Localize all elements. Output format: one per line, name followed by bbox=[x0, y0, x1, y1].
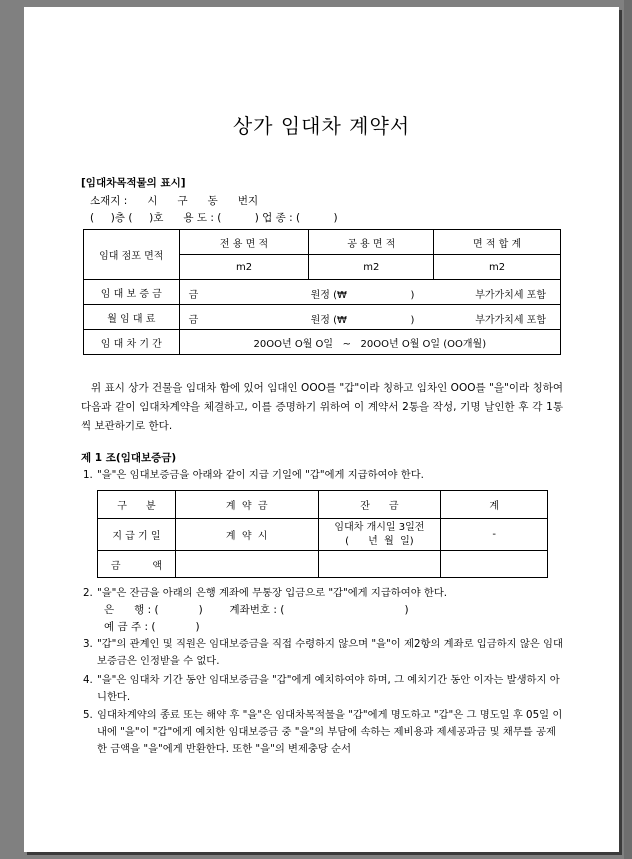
viewer-scrollbar[interactable] bbox=[624, 0, 632, 859]
unit-total: m2 bbox=[434, 255, 561, 280]
rent-vat: 부가가치세 포함 bbox=[475, 315, 546, 326]
col-header-common: 공 용 면 적 bbox=[309, 230, 434, 255]
deposit-label: 임 대 보 증 금 bbox=[84, 280, 180, 305]
due-date-label: 지 급 기 일 bbox=[98, 519, 176, 551]
item-text: "을"은 임대차 기간 동안 임대보증금을 "갑"에게 예치하여야 하며, 그 예치기간 동안 이자는 발생하지 아니한다. bbox=[97, 674, 560, 703]
document-page bbox=[24, 7, 619, 852]
col-header-exclusive: 전 용 면 적 bbox=[179, 230, 309, 255]
period-label: 임 대 차 기 간 bbox=[84, 330, 180, 355]
item-number: 2. bbox=[83, 587, 93, 599]
address-line: 소재지 : 시 구 동 번지 bbox=[90, 195, 259, 207]
rent-prefix: 금 bbox=[188, 315, 199, 326]
floor-use-line: ( )층 ( )호 용 도 : ( ) 업 종 : ( ) bbox=[90, 212, 338, 224]
intro-paragraph: 위 표시 상가 건물을 임대차 함에 있어 임대인 OOO를 "갑"이라 칭하고 임차인 OOO를 "을"이라 칭하여 다음과 같이 임대차계약을 체결하고, 이를 증명하기 위하여 이 계약서 2통을 작성, 기명 날인한 후 각 1통씩 보관하기로 한다. bbox=[81, 382, 563, 432]
due-date-contract: 계 약 시 bbox=[175, 519, 318, 551]
balance-text-a: 임대차 개시일 3일전 bbox=[334, 521, 425, 533]
article-1-item-5 bbox=[83, 707, 563, 758]
amount-contract bbox=[175, 551, 318, 578]
amount-balance bbox=[318, 551, 441, 578]
section-label: [임대차목적물의 표시] bbox=[81, 177, 186, 189]
item-number: 5. bbox=[83, 709, 93, 721]
header-balance: 잔 금 bbox=[318, 491, 441, 519]
item-text: "갑"의 관계인 및 직원은 임대보증금을 직접 수령하지 않으며 "을"이 제2항의 계좌로 입금하지 않은 임대보증금은 인정받을 수 없다. bbox=[97, 638, 563, 667]
period-value: 20OO년 O월 O일 ~ 20OO년 O월 O일 (OO개월) bbox=[179, 330, 560, 355]
rent-won: 원정 (₩ ) bbox=[310, 315, 415, 326]
property-table bbox=[83, 229, 561, 355]
article-1-item-4 bbox=[83, 672, 563, 706]
item-number: 4. bbox=[83, 674, 93, 686]
deposit-vat: 부가가치세 포함 bbox=[475, 290, 546, 301]
holder-line: 예 금 주 : ( ) bbox=[104, 621, 200, 633]
header-total: 계 bbox=[441, 491, 548, 519]
unit-exclusive: m2 bbox=[179, 255, 309, 280]
area-row-header: 임대 점포 면적 bbox=[84, 230, 180, 280]
due-date-total: - bbox=[441, 519, 548, 551]
balance-text-b: ( 년 월 일) bbox=[345, 535, 414, 547]
item-text: "을"은 임대보증금을 아래와 같이 지급 기일에 "갑"에게 지급하여야 한다. bbox=[97, 469, 424, 481]
payment-table bbox=[97, 490, 548, 578]
item-number: 1. bbox=[83, 469, 93, 481]
due-date-balance bbox=[318, 519, 441, 551]
header-category: 구 분 bbox=[98, 491, 176, 519]
deposit-prefix: 금 bbox=[188, 290, 199, 301]
col-header-total: 면 적 합 계 bbox=[434, 230, 561, 255]
unit-common: m2 bbox=[309, 255, 434, 280]
rent-label: 월 임 대 료 bbox=[84, 305, 180, 330]
page-title: 상가 임대차 계약서 bbox=[232, 114, 411, 138]
article-1-item-3 bbox=[83, 636, 563, 670]
amount-label: 금 액 bbox=[98, 551, 176, 578]
header-contract: 계 약 금 bbox=[175, 491, 318, 519]
bank-line: 은 행 : ( ) 계좌번호 : ( ) bbox=[104, 604, 409, 616]
deposit-value bbox=[179, 280, 560, 305]
article-1-item-2 bbox=[83, 585, 563, 602]
article-1-title: 제 1 조(임대보증금) bbox=[81, 452, 177, 464]
deposit-won: 원정 (₩ ) bbox=[310, 290, 415, 301]
item-number: 3. bbox=[83, 638, 93, 650]
article-1-item-1 bbox=[83, 467, 563, 484]
item-text: "을"은 잔금을 아래의 은행 계좌에 무통장 입금으로 "갑"에게 지급하여야 한다. bbox=[97, 587, 448, 599]
rent-value bbox=[179, 305, 560, 330]
amount-total bbox=[441, 551, 548, 578]
item-text: 임대차계약의 종료 또는 해약 후 "을"은 임대차목적물을 "갑"에게 명도하고 "갑"은 그 명도일 후 05일 이내에 "을"이 "갑"에게 예치한 임대보증금 중 "을"의 부담에 속하는 제비용과 제세공과금 및 채무를 공제한 금액을 "을"에게 반환한다. 또한 "을"의 변제충당 순서 bbox=[97, 709, 563, 755]
